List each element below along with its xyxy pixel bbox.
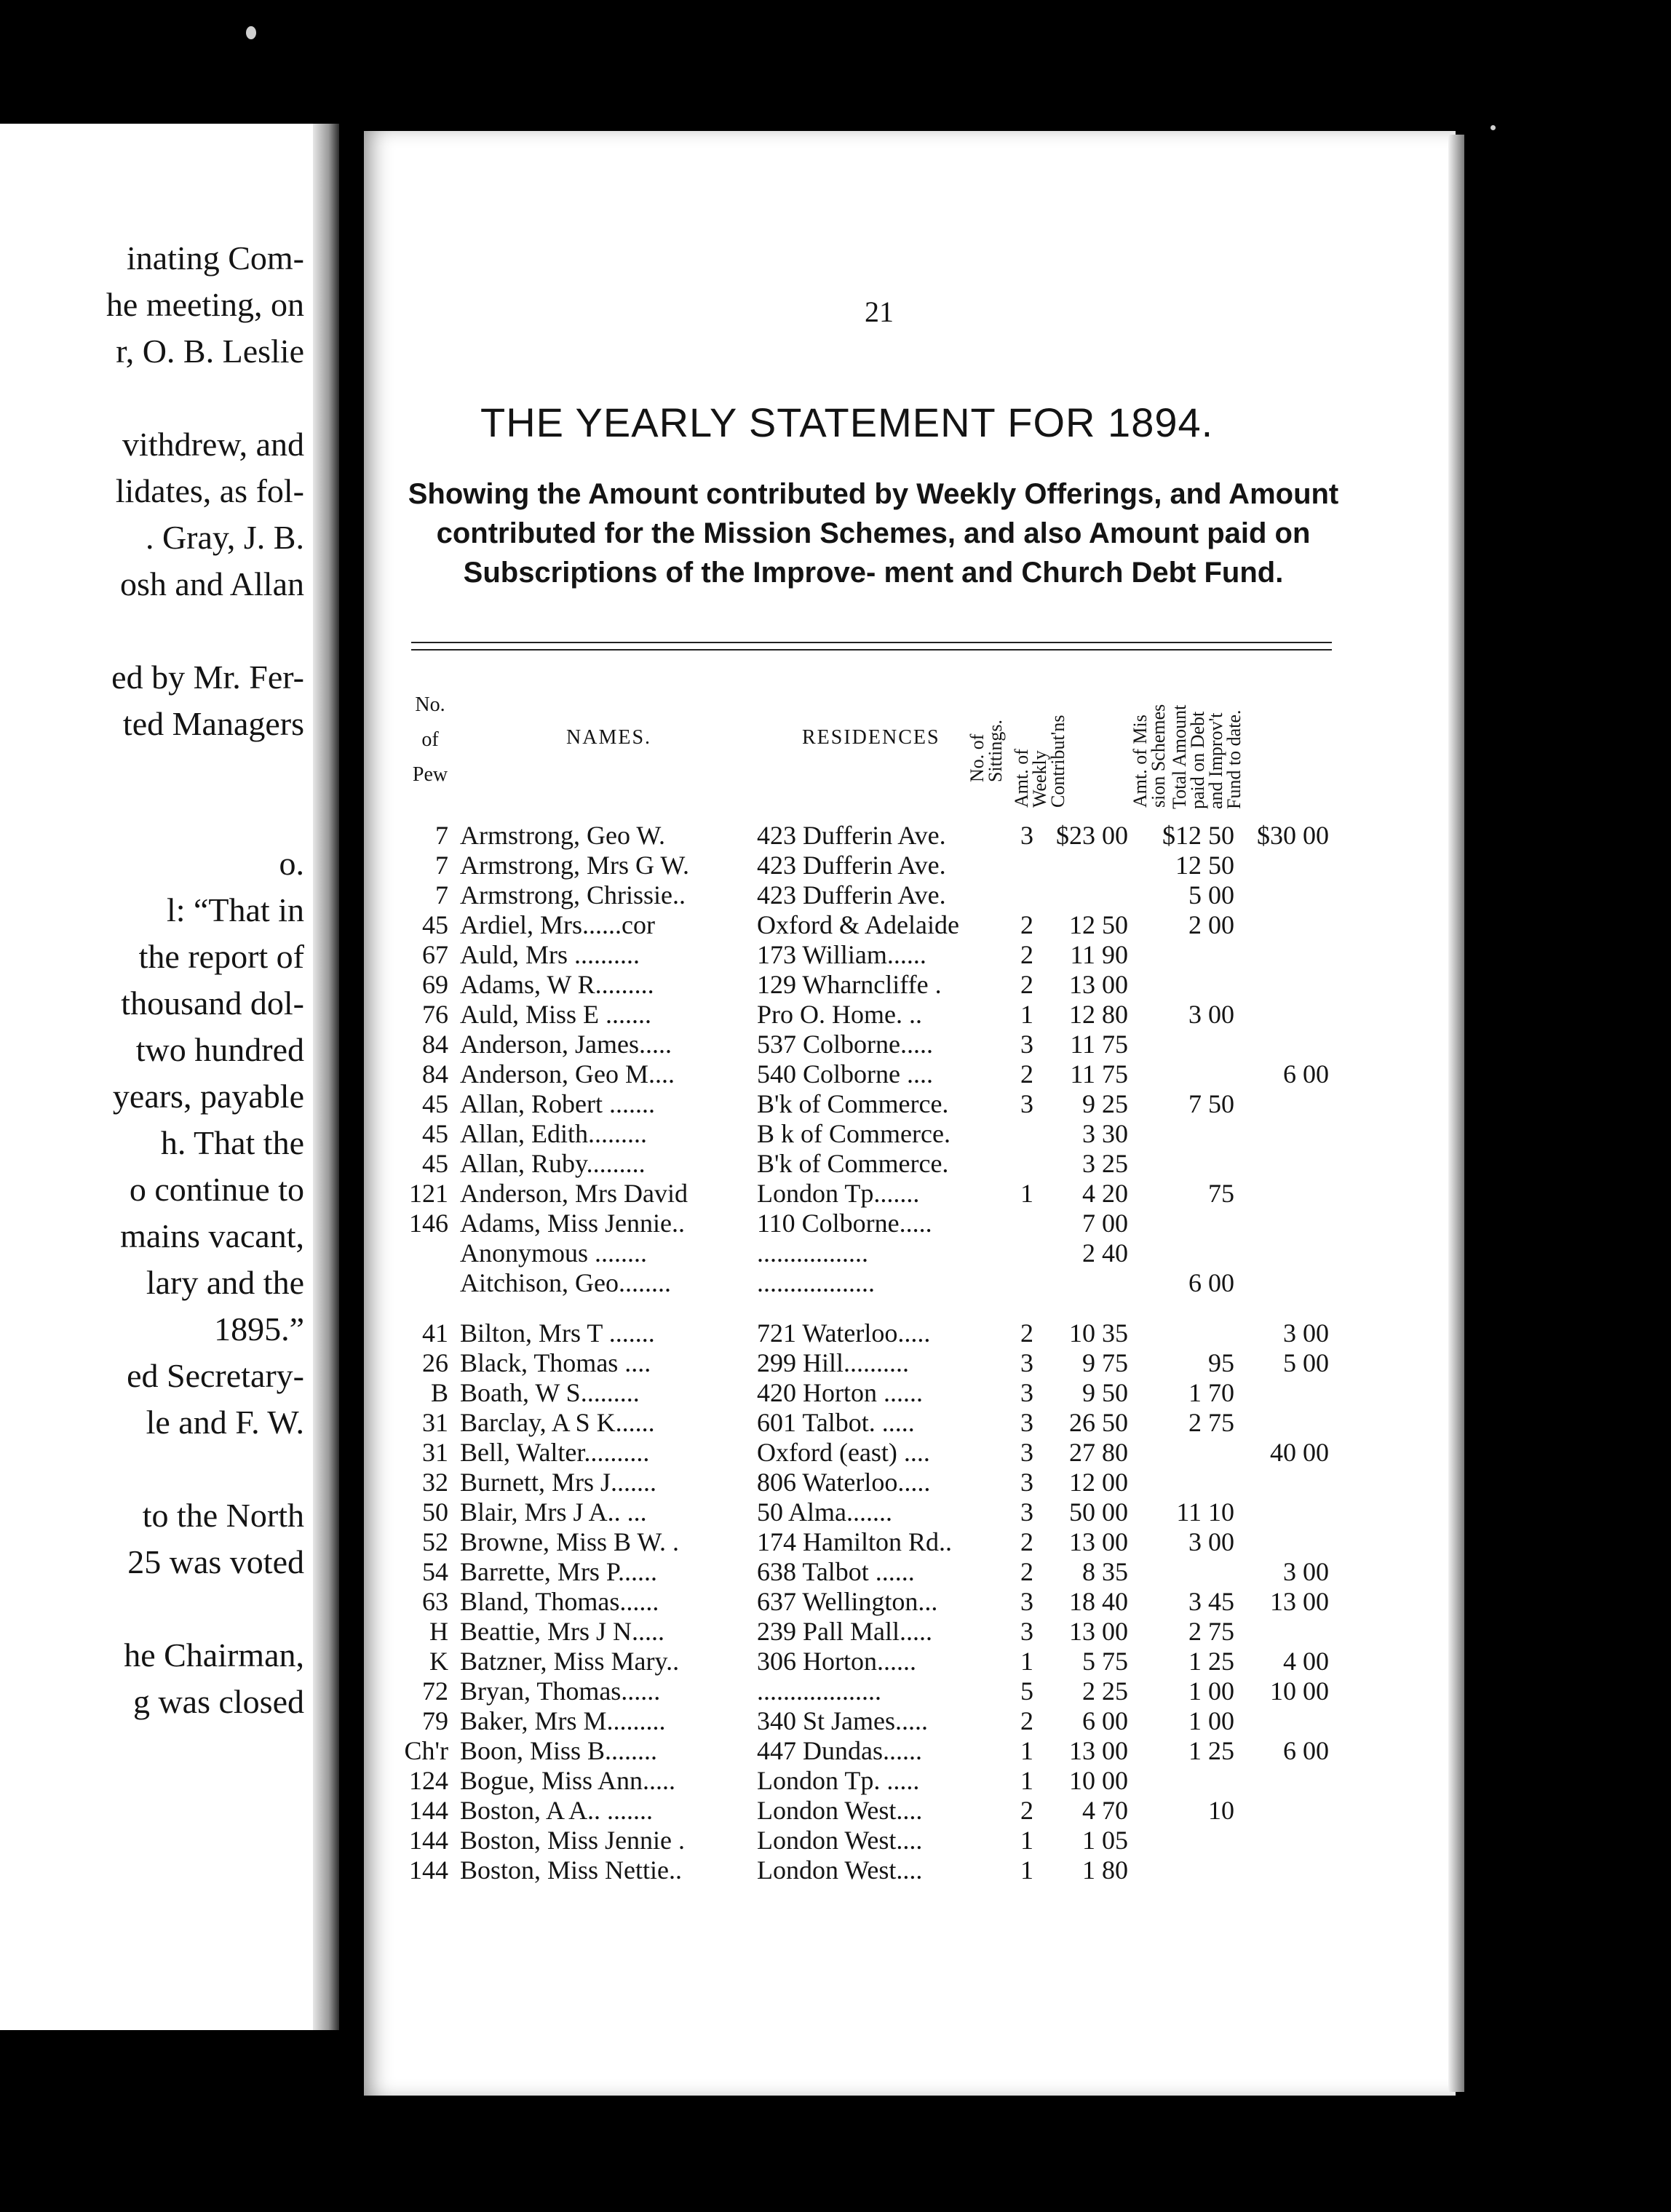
weekly-amount-cell: 10 00 xyxy=(1069,1766,1128,1795)
residence-cell: London West.... xyxy=(757,1855,923,1885)
pew-number-cell: 84 xyxy=(422,1059,448,1089)
sittings-cell: 3 xyxy=(1020,821,1033,850)
mission-amount-cell: 75 xyxy=(1208,1179,1234,1208)
holder-name-cell: Allan, Robert ....... xyxy=(460,1089,655,1118)
residence-cell: Oxford (east) .... xyxy=(757,1438,930,1467)
pew-number-cell: 144 xyxy=(409,1855,448,1885)
left-page-text-line: l: “That in xyxy=(166,891,304,928)
holder-name-cell: Armstrong, Geo W. xyxy=(460,821,665,850)
left-page-text-line: lidates, as fol- xyxy=(115,472,304,509)
weekly-amount-cell: 13 00 xyxy=(1069,1736,1128,1765)
sittings-cell: 3 xyxy=(1020,1089,1033,1118)
residence-cell: 299 Hill.......... xyxy=(757,1348,910,1377)
dust-speck xyxy=(1491,125,1496,130)
weekly-amount-cell: 12 50 xyxy=(1069,910,1128,939)
residences-column-header: RESIDENCES xyxy=(802,726,940,749)
pew-column-header xyxy=(408,688,453,792)
sittings-cell: 3 xyxy=(1020,1617,1033,1646)
left-page-text-line: h. That the xyxy=(160,1124,304,1161)
left-page-text-line: ted Managers xyxy=(122,705,304,742)
mission-amount-cell: 1 25 xyxy=(1188,1736,1234,1765)
sittings-cell: 2 xyxy=(1020,1527,1033,1556)
residence-cell: 110 Colborne..... xyxy=(757,1209,932,1238)
holder-name-cell: Barclay, A S K...... xyxy=(460,1408,655,1437)
residence-cell: 423 Dufferin Ave. xyxy=(757,880,946,910)
table-row xyxy=(0,970,1671,1000)
header-rule xyxy=(411,649,1332,651)
header-line: sion Schemes xyxy=(1148,704,1169,808)
holder-name-cell: Allan, Ruby......... xyxy=(460,1149,646,1178)
table-row xyxy=(0,880,1671,910)
weekly-amount-cell: 2 40 xyxy=(1082,1238,1128,1268)
table-row xyxy=(0,1766,1671,1796)
residence-cell: 420 Horton ...... xyxy=(757,1378,923,1407)
pew-number-cell: 54 xyxy=(422,1557,448,1586)
sittings-cell: 2 xyxy=(1020,940,1033,969)
table-row xyxy=(0,1030,1671,1059)
left-page-text-line: le and F. W. xyxy=(146,1404,304,1441)
sittings-cell: 2 xyxy=(1020,910,1033,939)
table-row xyxy=(0,1617,1671,1647)
pew-number-cell: 67 xyxy=(422,940,448,969)
pew-number-cell: 79 xyxy=(422,1706,448,1735)
table-row xyxy=(0,1119,1671,1149)
sittings-cell: 3 xyxy=(1020,1030,1033,1059)
holder-name-cell: Bell, Walter.......... xyxy=(460,1438,650,1467)
mission-amount-cell: 12 50 xyxy=(1175,851,1234,880)
pew-number-cell: 45 xyxy=(422,1149,448,1178)
pew-number-cell: 7 xyxy=(435,851,448,880)
holder-name-cell: Boston, A A.. ....... xyxy=(460,1796,654,1825)
table-row xyxy=(0,1796,1671,1826)
holder-name-cell: Beattie, Mrs J N..... xyxy=(460,1617,664,1646)
table-row xyxy=(0,1059,1671,1089)
weekly-amount-cell: 1 05 xyxy=(1082,1826,1128,1855)
pew-number-cell: 26 xyxy=(422,1348,448,1377)
holder-name-cell: Bland, Thomas...... xyxy=(460,1587,659,1616)
pew-holder-table xyxy=(0,821,1671,1885)
weekly-amount-cell: 1 80 xyxy=(1082,1855,1128,1885)
left-page-text-line: years, payable xyxy=(112,1078,304,1115)
weekly-amount-cell: 12 80 xyxy=(1069,1000,1128,1029)
sittings-cell: 1 xyxy=(1020,1766,1033,1795)
sittings-cell: 2 xyxy=(1020,1796,1033,1825)
weekly-amount-cell: 3 30 xyxy=(1082,1119,1128,1148)
header-line: Amt. of xyxy=(1011,749,1032,808)
left-page-text-line: r, O. B. Leslie xyxy=(116,333,304,370)
residence-cell: 806 Waterloo..... xyxy=(757,1468,931,1497)
residence-cell: Oxford & Adelaide xyxy=(757,910,959,939)
pew-number-cell: 32 xyxy=(422,1468,448,1497)
mission-amount-cell: 2 75 xyxy=(1188,1408,1234,1437)
mission-amount-cell: 1 25 xyxy=(1188,1647,1234,1676)
residence-cell: 340 St James..... xyxy=(757,1706,929,1735)
pew-number-cell: 31 xyxy=(422,1438,448,1467)
holder-name-cell: Allan, Edith......... xyxy=(460,1119,647,1148)
weekly-amount-cell: 10 35 xyxy=(1069,1318,1128,1348)
mission-amount-cell: 1 70 xyxy=(1188,1378,1234,1407)
weekly-amount-cell: 11 75 xyxy=(1070,1030,1128,1059)
pew-number-cell: 45 xyxy=(422,910,448,939)
left-page-text-line: . Gray, J. B. xyxy=(145,519,304,556)
weekly-amount-cell: 11 90 xyxy=(1070,940,1128,969)
debt-fund-total-cell: 6 00 xyxy=(1283,1736,1329,1765)
holder-name-cell: Adams, Miss Jennie.. xyxy=(460,1209,685,1238)
sittings-cell: 1 xyxy=(1020,1000,1033,1029)
pew-number-cell: 63 xyxy=(422,1587,448,1616)
sittings-cell: 1 xyxy=(1020,1826,1033,1855)
holder-name-cell: Auld, Miss E ....... xyxy=(460,1000,652,1029)
left-page-text-line: inating Com- xyxy=(126,239,304,276)
weekly-amount-cell: 13 00 xyxy=(1069,1617,1128,1646)
residence-cell: 601 Talbot. ..... xyxy=(757,1408,915,1437)
sittings-cell: 1 xyxy=(1020,1179,1033,1208)
pew-header-line: Pew xyxy=(412,763,448,786)
table-row xyxy=(0,1647,1671,1676)
residence-cell: 239 Pall Mall..... xyxy=(757,1617,932,1646)
mission-amount-cell: 95 xyxy=(1208,1348,1234,1377)
residence-cell: 129 Wharncliffe . xyxy=(757,970,942,999)
weekly-amount-cell: 8 35 xyxy=(1082,1557,1128,1586)
left-page-text-line: he meeting, on xyxy=(106,286,304,323)
mission-amount-cell: 3 45 xyxy=(1188,1587,1234,1616)
weekly-amount-cell: 27 80 xyxy=(1069,1438,1128,1467)
residence-cell: 447 Dundas...... xyxy=(757,1736,922,1765)
sittings-cell: 3 xyxy=(1020,1408,1033,1437)
residence-cell: London Tp. ..... xyxy=(757,1766,920,1795)
pew-number-cell: Ch'r xyxy=(404,1736,448,1765)
pew-number-cell: B xyxy=(430,1378,448,1407)
table-row xyxy=(0,1209,1671,1238)
header-rule xyxy=(411,642,1332,643)
residence-cell: 423 Dufferin Ave. xyxy=(757,851,946,880)
left-page-text-line: he Chairman, xyxy=(124,1636,304,1674)
left-page-text-line: o continue to xyxy=(129,1171,304,1208)
sittings-cell: 2 xyxy=(1020,1059,1033,1089)
residence-cell: 537 Colborne..... xyxy=(757,1030,933,1059)
residence-cell: .................. xyxy=(757,1268,875,1297)
holder-name-cell: Anderson, Mrs David xyxy=(460,1179,688,1208)
header-line: Amt. of Mis xyxy=(1130,715,1151,808)
weekly-amount-cell: 2 25 xyxy=(1082,1676,1128,1706)
mission-amount-cell: 2 75 xyxy=(1188,1617,1234,1646)
table-row xyxy=(0,1736,1671,1766)
holder-name-cell: Anderson, Geo M.... xyxy=(460,1059,675,1089)
holder-name-cell: Adams, W R......... xyxy=(460,970,654,999)
table-row xyxy=(0,1378,1671,1408)
table-row xyxy=(0,1587,1671,1617)
pew-number-cell: 50 xyxy=(422,1497,448,1527)
holder-name-cell: Anderson, James..... xyxy=(460,1030,672,1059)
mission-amount-cell: 2 00 xyxy=(1188,910,1234,939)
pew-header-line: No. xyxy=(415,693,445,716)
debt-fund-total-cell: 4 00 xyxy=(1283,1647,1329,1676)
header-line: Contribut'ns xyxy=(1047,715,1068,808)
weekly-amount-cell: 7 00 xyxy=(1082,1209,1128,1238)
weekly-amount-cell: 13 00 xyxy=(1069,1527,1128,1556)
residence-cell: B k of Commerce. xyxy=(757,1119,950,1148)
mission-amount-cell: 10 xyxy=(1208,1796,1234,1825)
residence-cell: 173 William...... xyxy=(757,940,926,969)
debt-fund-total-cell: 40 00 xyxy=(1270,1438,1329,1467)
mission-amount-cell: 7 50 xyxy=(1188,1089,1234,1118)
holder-name-cell: Boon, Miss B........ xyxy=(460,1736,658,1765)
pew-number-cell: 144 xyxy=(409,1796,448,1825)
mission-amount-cell: 5 00 xyxy=(1188,880,1234,910)
mission-amount-cell: 11 10 xyxy=(1176,1497,1234,1527)
sittings-cell: 5 xyxy=(1020,1676,1033,1706)
pew-number-cell: 121 xyxy=(409,1179,448,1208)
residence-cell: 637 Wellington... xyxy=(757,1587,938,1616)
holder-name-cell: Black, Thomas .... xyxy=(460,1348,651,1377)
pew-number-cell: 45 xyxy=(422,1119,448,1148)
table-row xyxy=(0,1318,1671,1348)
debt-fund-total-cell: 5 00 xyxy=(1283,1348,1329,1377)
sittings-cell: 1 xyxy=(1020,1647,1033,1676)
debt-fund-total-cell: 10 00 xyxy=(1270,1676,1329,1706)
weekly-amount-cell: 12 00 xyxy=(1069,1468,1128,1497)
table-row xyxy=(0,1557,1671,1587)
pew-number-cell: K xyxy=(429,1647,448,1676)
table-row xyxy=(0,851,1671,880)
holder-name-cell: Boston, Miss Jennie . xyxy=(460,1826,686,1855)
table-row xyxy=(0,1348,1671,1378)
holder-name-cell: Blair, Mrs J A.. ... xyxy=(460,1497,647,1527)
section-gap xyxy=(0,1298,1671,1318)
weekly-amount-cell: $23 00 xyxy=(1056,821,1128,850)
page-number: 21 xyxy=(865,295,894,328)
left-page-text-line: thousand dol- xyxy=(121,984,304,1022)
table-row xyxy=(0,1706,1671,1736)
weekly-amount-cell: 50 00 xyxy=(1069,1497,1128,1527)
table-row xyxy=(0,1676,1671,1706)
sittings-cell: 3 xyxy=(1020,1348,1033,1377)
table-row xyxy=(0,1238,1671,1268)
pew-number-cell: 144 xyxy=(409,1826,448,1855)
header-line: Sittings. xyxy=(985,720,1006,782)
left-page-text-line: to the North xyxy=(142,1497,304,1534)
pew-number-cell: 52 xyxy=(422,1527,448,1556)
left-page-text-line: the report of xyxy=(138,938,304,975)
pew-number-cell: 84 xyxy=(422,1030,448,1059)
residence-cell: B'k of Commerce. xyxy=(757,1089,949,1118)
residence-cell: ................... xyxy=(757,1676,881,1706)
sittings-cell: 1 xyxy=(1020,1736,1033,1765)
left-page-text-line: osh and Allan xyxy=(120,565,304,602)
mission-amount-cell: $12 50 xyxy=(1162,821,1234,850)
pew-number-cell: 69 xyxy=(422,970,448,999)
holder-name-cell: Armstrong, Chrissie.. xyxy=(460,880,686,910)
left-page-text-line: ed Secretary- xyxy=(127,1357,304,1394)
residence-cell: 423 Dufferin Ave. xyxy=(757,821,946,850)
weekly-amount-cell: 4 20 xyxy=(1082,1179,1128,1208)
weekly-amount-cell: 9 25 xyxy=(1082,1089,1128,1118)
residence-cell: 306 Horton...... xyxy=(757,1647,916,1676)
weekly-amount-cell: 9 75 xyxy=(1082,1348,1128,1377)
residence-cell: 638 Talbot ...... xyxy=(757,1557,915,1586)
page-subtitle: Showing the Amount contributed by Weekly Offerings, and Amount contributed for the Mission Schemes, and also Amount paid on Subscriptions of the Improve- ment and Church Debt Fund. xyxy=(408,478,1339,589)
holder-name-cell: Batzner, Miss Mary.. xyxy=(460,1647,680,1676)
weekly-amount-cell: 9 50 xyxy=(1082,1378,1128,1407)
residence-cell: London Tp....... xyxy=(757,1179,920,1208)
residence-cell: London West.... xyxy=(757,1826,923,1855)
table-row xyxy=(0,1497,1671,1527)
mission-amount-cell: 6 00 xyxy=(1188,1268,1234,1297)
header-line: paid on Debt xyxy=(1187,711,1208,809)
weekly-amount-cell: 26 50 xyxy=(1069,1408,1128,1437)
holder-name-cell: Barrette, Mrs P...... xyxy=(460,1557,657,1586)
sittings-cell: 3 xyxy=(1020,1468,1033,1497)
holder-name-cell: Aitchison, Geo........ xyxy=(460,1268,671,1297)
sittings-cell: 3 xyxy=(1020,1378,1033,1407)
pew-number-cell: H xyxy=(429,1617,448,1646)
weekly-amount-cell: 5 75 xyxy=(1082,1647,1128,1676)
left-page-text-line: g was closed xyxy=(132,1683,304,1720)
holder-name-cell: Burnett, Mrs J....... xyxy=(460,1468,656,1497)
residence-cell: 174 Hamilton Rd.. xyxy=(757,1527,952,1556)
left-page-text-line: lary and the xyxy=(146,1264,304,1301)
holder-name-cell: Browne, Miss B W. . xyxy=(460,1527,680,1556)
holder-name-cell: Baker, Mrs M......... xyxy=(460,1706,666,1735)
pew-number-cell: 72 xyxy=(422,1676,448,1706)
left-page-text-line: two hundred xyxy=(135,1031,304,1068)
left-page-text-line: vithdrew, and xyxy=(122,426,304,463)
mission-amount-cell: 3 00 xyxy=(1188,1527,1234,1556)
table-row xyxy=(0,940,1671,970)
holder-name-cell: Armstrong, Mrs G W. xyxy=(460,851,690,880)
holder-name-cell: Bryan, Thomas...... xyxy=(460,1676,661,1706)
residence-cell: 540 Colborne .... xyxy=(757,1059,933,1089)
sittings-cell: 2 xyxy=(1020,970,1033,999)
table-row xyxy=(0,1826,1671,1855)
sittings-cell: 3 xyxy=(1020,1497,1033,1527)
debt-fund-total-cell: 3 00 xyxy=(1283,1557,1329,1586)
left-page-text-line: o. xyxy=(279,845,304,882)
pew-header-line: of xyxy=(421,728,439,751)
sittings-cell: 2 xyxy=(1020,1318,1033,1348)
left-page-text-line: mains vacant, xyxy=(120,1217,304,1254)
pew-number-cell: 76 xyxy=(422,1000,448,1029)
mission-amount-cell: 3 00 xyxy=(1188,1000,1234,1029)
table-row xyxy=(0,821,1671,851)
sittings-cell: 2 xyxy=(1020,1706,1033,1735)
sittings-cell: 2 xyxy=(1020,1557,1033,1586)
table-row xyxy=(0,1268,1671,1298)
table-row xyxy=(0,1179,1671,1209)
residence-cell: ................. xyxy=(757,1238,868,1268)
table-row xyxy=(0,1408,1671,1438)
pew-number-cell: 31 xyxy=(422,1408,448,1437)
pew-number-cell: 146 xyxy=(409,1209,448,1238)
left-page-text-line: ed by Mr. Fer- xyxy=(111,659,304,696)
holder-name-cell: Boath, W S......... xyxy=(460,1378,640,1407)
names-column-header: NAMES. xyxy=(566,726,652,749)
weekly-amount-cell: 11 75 xyxy=(1070,1059,1128,1089)
holder-name-cell: Anonymous ........ xyxy=(460,1238,648,1268)
weekly-amount-cell: 18 40 xyxy=(1069,1587,1128,1616)
sittings-cell: 3 xyxy=(1020,1438,1033,1467)
residence-cell: London West.... xyxy=(757,1796,923,1825)
pew-number-cell: 124 xyxy=(409,1766,448,1795)
residence-cell: 50 Alma....... xyxy=(757,1497,892,1527)
debt-fund-total-cell: 13 00 xyxy=(1270,1587,1329,1616)
header-line: No. of xyxy=(967,733,988,782)
mission-amount-cell: 1 00 xyxy=(1188,1706,1234,1735)
holder-name-cell: Bogue, Miss Ann..... xyxy=(460,1766,676,1795)
residence-cell: B'k of Commerce. xyxy=(757,1149,949,1178)
header-line: Fund to date. xyxy=(1223,709,1245,809)
pew-number-cell: 7 xyxy=(435,821,448,850)
residence-cell: 721 Waterloo..... xyxy=(757,1318,931,1348)
table-row xyxy=(0,1438,1671,1468)
holder-name-cell: Ardiel, Mrs......cor xyxy=(460,910,655,939)
pew-number-cell: 41 xyxy=(422,1318,448,1348)
weekly-amount-cell: 13 00 xyxy=(1069,970,1128,999)
debt-fund-total-cell: $30 00 xyxy=(1257,821,1329,850)
header-line: Total Amount xyxy=(1169,704,1190,809)
residence-cell: Pro O. Home. .. xyxy=(757,1000,922,1029)
table-row xyxy=(0,1855,1671,1885)
weekly-amount-cell: 4 70 xyxy=(1082,1796,1128,1825)
pew-number-cell: 45 xyxy=(422,1089,448,1118)
dust-speck xyxy=(246,26,256,39)
weekly-amount-cell: 3 25 xyxy=(1082,1149,1128,1178)
sittings-cell: 3 xyxy=(1020,1587,1033,1616)
header-line: Weekly xyxy=(1029,750,1050,808)
holder-name-cell: Bilton, Mrs T ....... xyxy=(460,1318,655,1348)
table-row xyxy=(0,1468,1671,1497)
weekly-amount-cell: 6 00 xyxy=(1082,1706,1128,1735)
page-title: THE YEARLY STATEMENT FOR 1894. xyxy=(480,399,1214,445)
header-line: and Improv't xyxy=(1205,712,1226,809)
left-page-text-line: 1895.” xyxy=(214,1310,304,1348)
table-row xyxy=(0,1089,1671,1119)
mission-amount-cell: 1 00 xyxy=(1188,1676,1234,1706)
table-row xyxy=(0,1000,1671,1030)
holder-name-cell: Auld, Mrs .......... xyxy=(460,940,640,969)
sittings-cell: 1 xyxy=(1020,1855,1033,1885)
holder-name-cell: Boston, Miss Nettie.. xyxy=(460,1855,683,1885)
table-row xyxy=(0,1527,1671,1557)
debt-fund-total-cell: 6 00 xyxy=(1283,1059,1329,1089)
pew-number-cell: 7 xyxy=(435,880,448,910)
left-page-text-line: 25 was voted xyxy=(127,1543,304,1580)
table-row xyxy=(0,910,1671,940)
table-row xyxy=(0,1149,1671,1179)
debt-fund-total-cell: 3 00 xyxy=(1283,1318,1329,1348)
